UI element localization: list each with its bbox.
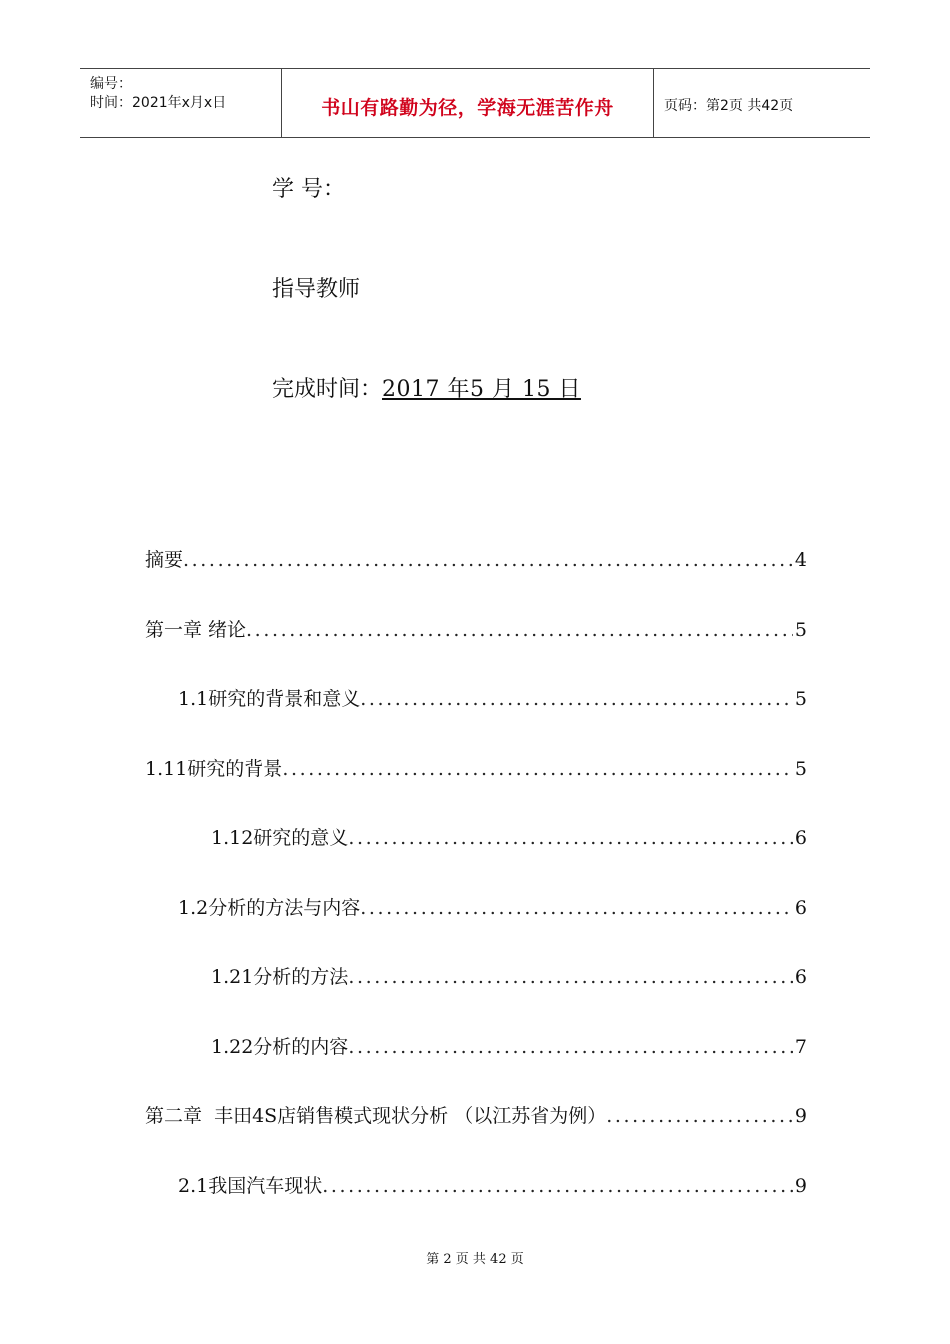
toc-leader-dots xyxy=(360,688,793,710)
header-motto: 书山有路勤为径，学海无涯苦作舟 xyxy=(321,97,614,119)
toc-entry-page: 6 xyxy=(794,966,807,988)
toc-entry-label: 2.1我国汽车现状 xyxy=(178,1175,323,1197)
toc-leader-dots xyxy=(348,827,793,849)
toc-entry[interactable] xyxy=(211,1032,807,1058)
toc-leader-dots xyxy=(360,897,793,919)
toc-entry[interactable] xyxy=(145,615,807,641)
toc-entry-page: 4 xyxy=(794,549,807,571)
toc-entry-page: 6 xyxy=(794,827,807,849)
toc-entry[interactable] xyxy=(145,1101,807,1127)
toc-entry-page: 7 xyxy=(794,1036,807,1058)
toc-entry[interactable] xyxy=(145,545,807,571)
toc-entry-label: 1.1研究的背景和意义 xyxy=(178,688,361,710)
toc-entry-page: 9 xyxy=(794,1105,807,1127)
toc-entry-page: 5 xyxy=(794,758,807,780)
toc-entry-label: 1.12研究的意义 xyxy=(211,827,349,849)
toc-entry[interactable] xyxy=(145,754,807,780)
toc-leader-dots xyxy=(348,966,793,988)
toc-leader-dots xyxy=(322,1175,793,1197)
toc-entry-page: 5 xyxy=(794,688,807,710)
completion-date: 2017 年5 月 15 日 xyxy=(382,377,581,402)
toc-entry[interactable] xyxy=(211,962,807,988)
toc-entry-label: 1.2分析的方法与内容 xyxy=(178,897,361,919)
toc-entry-label: 第一章 绪论 xyxy=(145,619,247,641)
header-page-cell xyxy=(654,69,870,137)
document-time-label: 时间：2021年x月x日 xyxy=(90,95,227,111)
toc-entry-label: 1.21分析的方法 xyxy=(211,966,349,988)
page-header xyxy=(80,68,870,138)
toc-entry[interactable] xyxy=(178,1171,807,1197)
toc-entry[interactable] xyxy=(211,823,807,849)
header-motto-cell xyxy=(282,69,654,137)
toc-leader-dots xyxy=(246,619,793,641)
document-number-label: 编号： xyxy=(90,76,132,92)
toc-entry-page: 5 xyxy=(794,619,807,641)
toc-leader-dots xyxy=(183,549,793,571)
header-meta-cell xyxy=(80,69,282,137)
toc-leader-dots xyxy=(348,1036,793,1058)
header-page-info: 页码：第2页 共42页 xyxy=(664,98,794,114)
toc-entry-label: 1.22分析的内容 xyxy=(211,1036,349,1058)
student-id-label: 学 号： xyxy=(272,177,345,202)
toc-entry[interactable] xyxy=(178,684,807,710)
toc-entry-page: 9 xyxy=(794,1175,807,1197)
toc-leader-dots xyxy=(282,758,793,780)
student-id-line xyxy=(272,172,345,203)
toc-entry-label: 摘要 xyxy=(145,549,184,571)
page-footer: 第 2 页 共 42 页 xyxy=(426,1252,524,1267)
advisor-label: 指导教师 xyxy=(272,277,361,302)
toc-entry-label: 第二章 丰田4S店销售模式现状分析 （以江苏省为例） xyxy=(145,1105,607,1127)
toc-entry[interactable] xyxy=(178,893,807,919)
toc-entry-page: 6 xyxy=(794,897,807,919)
completion-line xyxy=(272,372,581,403)
advisor-line xyxy=(272,272,360,303)
completion-label: 完成时间： xyxy=(272,377,383,402)
toc-leader-dots xyxy=(606,1105,793,1127)
toc-entry-label: 1.11研究的背景 xyxy=(145,758,283,780)
